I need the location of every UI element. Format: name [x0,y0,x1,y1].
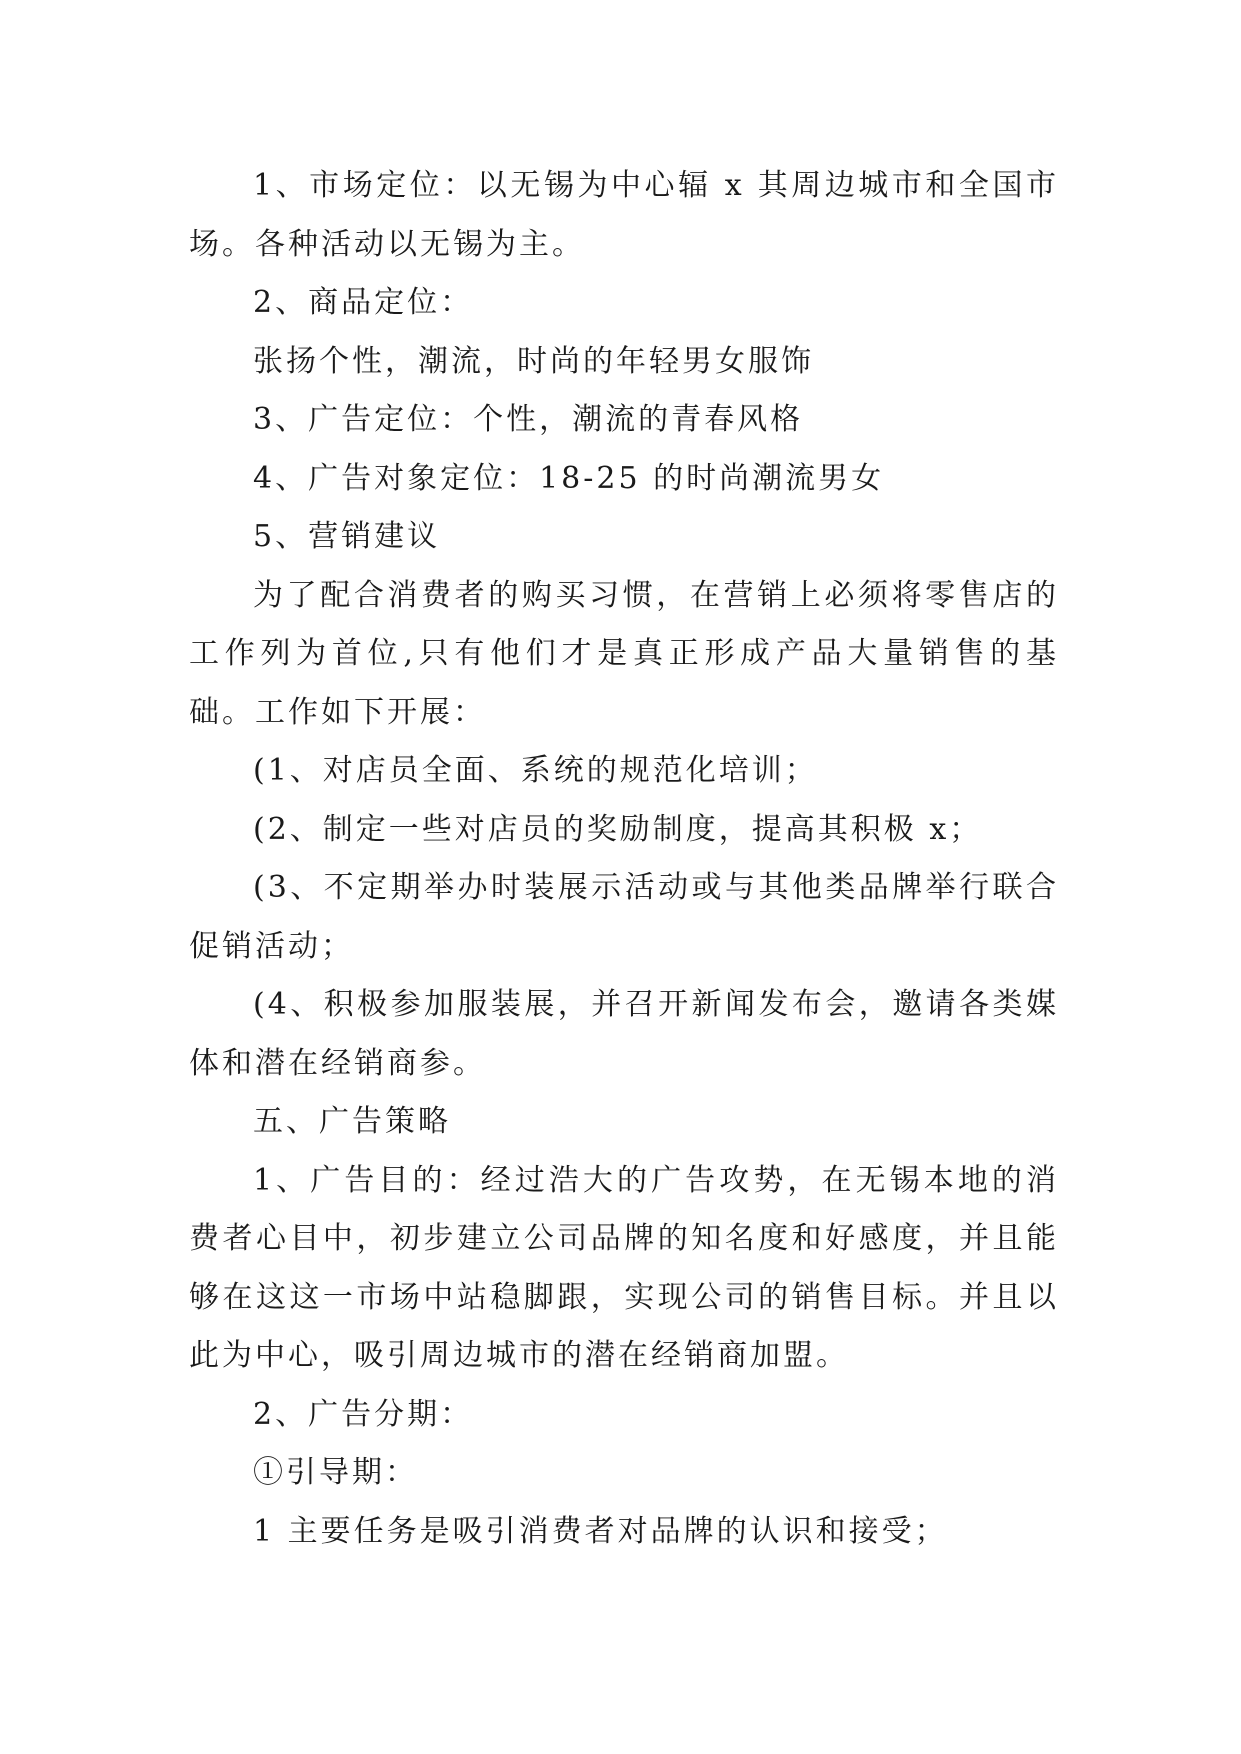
paragraph-marketing-suggestion-body: 为了配合消费者的购买习惯，在营销上必须将零售店的工作列为首位,只有他们才是真正形成产品大量销售的基础。工作如下开展： [189,577,1059,730]
paragraph-main-task: 1 主要任务是吸引消费者对品牌的认识和接受； [253,1513,948,1549]
document-body [189,157,1059,1561]
paragraph-guidance-phase: ①引导期： [253,1455,418,1490]
paragraph-ad-target-positioning: 4、广告对象定位：18-25 的时尚潮流男女 [253,460,885,496]
section-heading-ad-strategy: 五、广告策略 [253,1104,451,1139]
paragraph-ad-purpose: 1、广告目的：经过浩大的广告攻势，在无锡本地的消费者心目中，初步建立公司品牌的知名度和好感度，并且能够在这这一市场中站稳脚跟，实现公司的销售目标。并且以此为中心，吸引周边城市的潜在经销商加盟。 [189,1162,1059,1373]
paragraph-ad-phases-heading: 2、广告分期： [253,1396,474,1432]
list-item-fashion-show: (3、不定期举办时装展示活动或与其他类品牌举行联合促销活动； [189,870,1059,964]
list-item-training: (1、对店员全面、系统的规范化培训； [253,753,818,788]
paragraph-ad-positioning: 3、广告定位：个性，潮流的青春风格 [253,402,804,437]
paragraph-marketing-suggestion-heading: 5、营销建议 [253,519,441,554]
list-item-reward-system: (2、制定一些对店员的奖励制度，提高其积极 x； [253,811,983,847]
list-item-exhibition: (4、积极参加服装展，并召开新闻发布会，邀请各类媒体和潜在经销商参。 [189,987,1059,1081]
paragraph-product-positioning-body: 张扬个性，潮流，时尚的年轻男女服饰 [253,343,814,379]
paragraph-market-positioning: 1、市场定位：以无锡为中心辐 x 其周边城市和全国市场。各种活动以无锡为主。 [189,168,1059,262]
paragraph-product-positioning-heading: 2、商品定位： [253,285,474,320]
